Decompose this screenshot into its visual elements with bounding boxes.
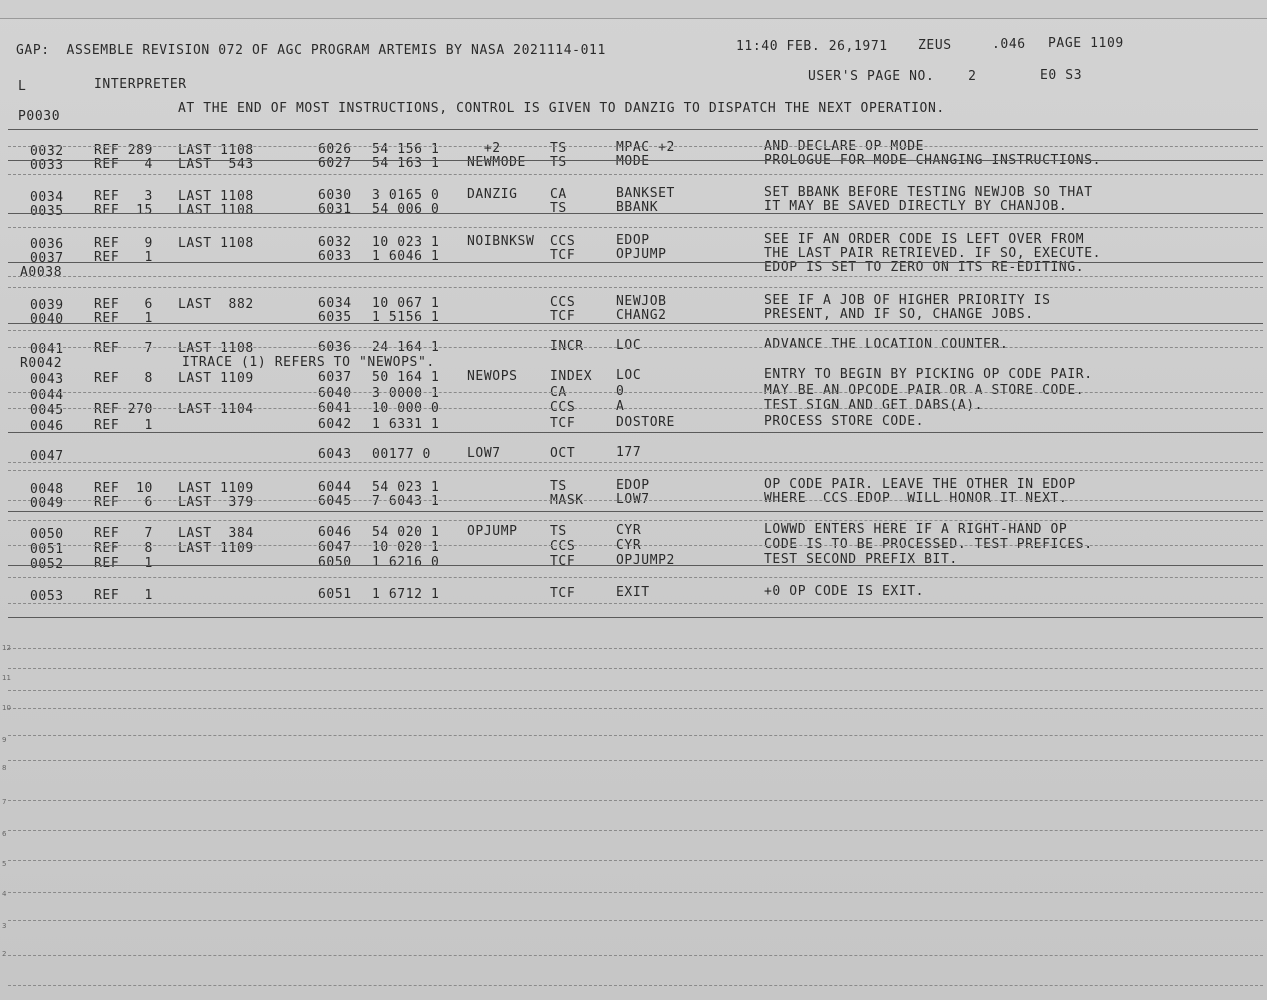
- row-opcode: OCT: [550, 446, 576, 461]
- solid-rule: [8, 565, 1263, 566]
- row-line-number: R0042: [20, 356, 63, 371]
- row-operand: 177: [616, 445, 642, 460]
- row-operand: LOW7: [616, 492, 650, 507]
- row-comment: PROLOGUE FOR MODE-CHANGING INSTRUCTIONS.: [764, 153, 1102, 168]
- row-comment: OP CODE PAIR. LEAVE THE OTHER IN EDOP: [764, 477, 1076, 492]
- dashed-rule: [8, 227, 1263, 228]
- row-operand: EXIT: [616, 585, 650, 600]
- dashed-rule: [8, 708, 1263, 709]
- row-last: LAST 1104: [178, 402, 254, 417]
- dashed-rule: [8, 955, 1263, 956]
- row-code: 1 6712 1: [372, 587, 440, 602]
- row-code: 1 6216 0: [372, 555, 440, 570]
- row-line-number: 0049: [30, 496, 64, 511]
- row-operand: LOC: [616, 368, 642, 383]
- row-ref: REF 10: [94, 481, 153, 496]
- dashed-rule: [8, 470, 1263, 471]
- row-code: 10 067 1: [372, 296, 440, 311]
- row-operand: LOC: [616, 338, 642, 353]
- row-address: 6033: [318, 249, 352, 264]
- dashed-rule: [8, 462, 1263, 463]
- row-last: LAST 882: [178, 297, 254, 312]
- row-ref: REF 1: [94, 311, 153, 326]
- header-left-tag: L: [18, 79, 27, 94]
- row-ref: REF 4: [94, 157, 153, 172]
- row-last: LAST 1109: [178, 541, 254, 556]
- dashed-rule: [8, 760, 1263, 761]
- row-code: 54 156 1: [372, 142, 440, 157]
- row-code: 10 020 1: [372, 540, 440, 555]
- row-operand: MPAC +2: [616, 140, 675, 155]
- row-line-number: A0038: [20, 265, 63, 280]
- row-last: LAST 543: [178, 157, 254, 172]
- dashed-rule: [8, 408, 1263, 409]
- row-address: 6044: [318, 480, 352, 495]
- row-label: LOW7: [467, 446, 501, 461]
- row-comment: IT MAY BE SAVED DIRECTLY BY CHANJOB.: [764, 199, 1068, 214]
- intro-text: AT THE END OF MOST INSTRUCTIONS, CONTROL IS GIVEN TO DANZIG TO DISPATCH THE NEXT OPERATION.: [178, 101, 945, 116]
- row-operand: EDOP: [616, 233, 650, 248]
- dashed-rule: [8, 392, 1263, 393]
- row-last: ITRACE (1) REFERS TO "NEWOPS".: [182, 355, 435, 370]
- row-opcode: INDEX: [550, 369, 593, 384]
- row-ref: REF 1: [94, 250, 153, 265]
- dashed-rule: [8, 500, 1263, 501]
- row-opcode: TS: [550, 141, 567, 156]
- row-comment: CODE IS TO BE PROCESSED. TEST PREFICES.: [764, 537, 1093, 552]
- row-comment: TEST SECOND PREFIX BIT.: [764, 552, 958, 567]
- dashed-rule: [8, 287, 1263, 288]
- row-address: 6051: [318, 587, 352, 602]
- dashed-rule: [8, 985, 1263, 986]
- row-ref: REF 9: [94, 236, 153, 251]
- row-opcode: TS: [550, 524, 567, 539]
- row-code: 00177 0: [372, 447, 431, 462]
- row-address: 6030: [318, 188, 352, 203]
- row-operand: OPJUMP2: [616, 553, 675, 568]
- row-operand: CYR: [616, 523, 642, 538]
- dashed-rule: [8, 545, 1263, 546]
- row-operand: MODE: [616, 154, 650, 169]
- row-comment: SEE IF A JOB OF HIGHER PRIORITY IS: [764, 293, 1051, 308]
- row-line-number: 0044: [30, 388, 64, 403]
- row-last: LAST 1108: [178, 236, 254, 251]
- margin-tick-label: 9: [2, 736, 7, 744]
- margin-tick-label: 11: [2, 674, 11, 682]
- row-opcode: TCF: [550, 554, 576, 569]
- row-label: NEWMODE: [467, 155, 526, 170]
- row-opcode: TS: [550, 201, 567, 216]
- row-operand: BBANK: [616, 200, 659, 215]
- row-address: 6035: [318, 310, 352, 325]
- row-address: 6043: [318, 447, 352, 462]
- row-comment: ADVANCE THE LOCATION COUNTER.: [764, 337, 1009, 352]
- header-job: .046: [992, 37, 1026, 52]
- row-ref: REF 1: [94, 556, 153, 571]
- row-line-number: 0048: [30, 482, 64, 497]
- row-comment: WHERE CCS EDOP WILL HONOR IT NEXT.: [764, 491, 1068, 506]
- margin-tick-label: 6: [2, 830, 7, 838]
- row-comment: PROCESS STORE CODE.: [764, 414, 925, 429]
- solid-rule: [8, 262, 1263, 263]
- row-code: 10 023 1: [372, 235, 440, 250]
- row-last: LAST 384: [178, 526, 254, 541]
- row-code: 54 023 1: [372, 480, 440, 495]
- row-line-number: 0045: [30, 403, 64, 418]
- row-code: 3 0165 0: [372, 188, 440, 203]
- solid-rule: [8, 511, 1263, 512]
- row-line-number: 0033: [30, 158, 64, 173]
- row-ref: REF 8: [94, 371, 153, 386]
- solid-rule: [8, 160, 1263, 161]
- row-address: 6042: [318, 417, 352, 432]
- row-code: 1 6331 1: [372, 417, 440, 432]
- row-comment: SEE IF AN ORDER CODE IS LEFT OVER FROM: [764, 232, 1085, 247]
- solid-rule: [8, 617, 1263, 618]
- dashed-rule: [8, 146, 1263, 147]
- row-address: 6026: [318, 142, 352, 157]
- row-address: 6046: [318, 525, 352, 540]
- row-address: 6031: [318, 202, 352, 217]
- row-line-number: 0032: [30, 144, 64, 159]
- margin-tick-label: 10: [2, 704, 11, 712]
- row-code: 7 6043 1: [372, 494, 440, 509]
- dashed-rule: [8, 830, 1263, 831]
- row-code: 54 163 1: [372, 156, 440, 171]
- row-last: LAST 1108: [178, 189, 254, 204]
- row-line-number: 0053: [30, 589, 64, 604]
- row-operand: 0: [616, 384, 625, 399]
- row-ref: REF 289: [94, 143, 153, 158]
- row-opcode: TS: [550, 479, 567, 494]
- header-timestamp: 11:40 FEB. 26,1971: [736, 39, 888, 54]
- row-line-number: 0052: [30, 557, 64, 572]
- dashed-rule: [8, 603, 1263, 604]
- dashed-rule: [8, 330, 1263, 331]
- row-ref: REF 6: [94, 495, 153, 510]
- margin-tick-label: 4: [2, 890, 7, 898]
- row-line-number: 0043: [30, 372, 64, 387]
- margin-tick-label: 5: [2, 860, 7, 868]
- row-operand: DOSTORE: [616, 415, 675, 430]
- row-last: LAST 379: [178, 495, 254, 510]
- header-system: ZEUS: [918, 38, 952, 53]
- row-ref: REF 8: [94, 541, 153, 556]
- row-label: +2: [467, 141, 501, 156]
- row-address: 6032: [318, 235, 352, 250]
- row-address: 6050: [318, 555, 352, 570]
- solid-rule: [8, 432, 1263, 433]
- row-comment: MAY BE AN OPCODE PAIR OR A STORE CODE.: [764, 383, 1085, 398]
- row-ref: REF 7: [94, 341, 153, 356]
- row-ref: REF 1: [94, 588, 153, 603]
- dashed-rule: [8, 577, 1263, 578]
- row-opcode: CCS: [550, 234, 576, 249]
- row-ref: REF 6: [94, 297, 153, 312]
- row-line-number: 0037: [30, 251, 64, 266]
- dashed-rule: [8, 276, 1263, 277]
- row-line-number: 0050: [30, 527, 64, 542]
- paper-top-edge: [0, 0, 1267, 19]
- row-line-number: 0036: [30, 237, 64, 252]
- row-line-number: 0047: [30, 449, 64, 464]
- row-code: 54 020 1: [372, 525, 440, 540]
- dashed-rule: [8, 668, 1263, 669]
- solid-rule: [8, 213, 1263, 214]
- divider-rule: [8, 129, 1258, 130]
- row-line-number: 0040: [30, 312, 64, 327]
- row-comment: PRESENT, AND IF SO, CHANGE JOBS.: [764, 307, 1034, 322]
- row-last: LAST 1108: [178, 203, 254, 218]
- row-address: 6036: [318, 340, 352, 355]
- row-line-number: 0051: [30, 542, 64, 557]
- row-code: 1 5156 1: [372, 310, 440, 325]
- row-address: 6027: [318, 156, 352, 171]
- intro-line-number: P0030: [18, 109, 61, 124]
- row-opcode: TCF: [550, 416, 576, 431]
- row-code: 50 164 1: [372, 370, 440, 385]
- row-address: 6047: [318, 540, 352, 555]
- row-ref: REF 270: [94, 402, 153, 417]
- row-ref: REF 15: [94, 203, 153, 218]
- row-line-number: 0034: [30, 190, 64, 205]
- row-label: NEWOPS: [467, 369, 518, 384]
- header-page: PAGE 1109: [1048, 36, 1124, 51]
- row-code: 24 164 1: [372, 340, 440, 355]
- row-ref: REF 3: [94, 189, 153, 204]
- row-code: 3 0000 1: [372, 386, 440, 401]
- row-comment: LOWWD ENTERS HERE IF A RIGHT-HAND OP: [764, 522, 1068, 537]
- row-ref: REF 7: [94, 526, 153, 541]
- row-opcode: CCS: [550, 400, 576, 415]
- section-name: INTERPRETER: [94, 77, 187, 92]
- side-code: E0 S3: [1040, 68, 1083, 83]
- row-operand: EDOP: [616, 478, 650, 493]
- row-opcode: MASK: [550, 493, 584, 508]
- dashed-rule: [8, 860, 1263, 861]
- margin-tick-label: 12: [2, 644, 11, 652]
- row-operand: CHANG2: [616, 308, 667, 323]
- row-last: LAST 1109: [178, 371, 254, 386]
- row-comment: ENTRY TO BEGIN BY PICKING OP CODE PAIR.: [764, 367, 1093, 382]
- row-comment: SET BBANK BEFORE TESTING NEWJOB SO THAT: [764, 185, 1093, 200]
- row-operand: A: [616, 399, 625, 414]
- dashed-rule: [8, 520, 1263, 521]
- row-opcode: TS: [550, 155, 567, 170]
- row-opcode: TCF: [550, 586, 576, 601]
- row-comment: AND DECLARE OP MODE: [764, 139, 925, 154]
- row-code: 10 000 0: [372, 401, 440, 416]
- row-line-number: 0046: [30, 419, 64, 434]
- row-address: 6041: [318, 401, 352, 416]
- row-comment: THE LAST PAIR RETRIEVED. IF SO, EXECUTE.: [764, 246, 1102, 261]
- row-line-number: 0035: [30, 204, 64, 219]
- users-page-number: USER'S PAGE NO. 2: [808, 69, 977, 84]
- row-opcode: CCS: [550, 295, 576, 310]
- row-address: 6040: [318, 386, 352, 401]
- header-title: GAP: ASSEMBLE REVISION 072 OF AGC PROGRAM ARTEMIS BY NASA 2021114-011: [16, 43, 606, 58]
- row-opcode: CA: [550, 385, 567, 400]
- dashed-rule: [8, 174, 1263, 175]
- row-code: 1 6046 1: [372, 249, 440, 264]
- row-last: LAST 1108: [178, 143, 254, 158]
- row-operand: CYR: [616, 538, 642, 553]
- margin-tick-label: 7: [2, 798, 7, 806]
- row-operand: OPJUMP: [616, 247, 667, 262]
- row-operand: NEWJOB: [616, 294, 667, 309]
- dashed-rule: [8, 735, 1263, 736]
- row-comment: TEST SIGN AND GET DABS(A).: [764, 398, 984, 413]
- row-opcode: TCF: [550, 309, 576, 324]
- margin-tick-label: 3: [2, 922, 7, 930]
- row-last: LAST 1109: [178, 481, 254, 496]
- row-address: 6045: [318, 494, 352, 509]
- row-code: 54 006 0: [372, 202, 440, 217]
- row-opcode: CA: [550, 187, 567, 202]
- row-address: 6034: [318, 296, 352, 311]
- row-opcode: TCF: [550, 248, 576, 263]
- row-opcode: INCR: [550, 339, 584, 354]
- row-operand: BANKSET: [616, 186, 675, 201]
- solid-rule: [8, 323, 1263, 324]
- row-label: DANZIG: [467, 187, 518, 202]
- dashed-rule: [8, 347, 1263, 348]
- margin-tick-label: 2: [2, 950, 7, 958]
- dashed-rule: [8, 800, 1263, 801]
- row-address: 6037: [318, 370, 352, 385]
- row-line-number: 0039: [30, 298, 64, 313]
- row-comment: +0 OP CODE IS EXIT.: [764, 584, 925, 599]
- dashed-rule: [8, 920, 1263, 921]
- margin-tick-label: 8: [2, 764, 7, 772]
- row-ref: REF 1: [94, 418, 153, 433]
- dashed-rule: [8, 690, 1263, 691]
- dashed-rule: [8, 648, 1263, 649]
- row-line-number: 0041: [30, 342, 64, 357]
- row-label: NOIBNKSW: [467, 234, 535, 249]
- dashed-rule: [8, 892, 1263, 893]
- row-opcode: CCS: [550, 539, 576, 554]
- row-comment: EDOP IS SET TO ZERO ON ITS RE-EDITING.: [764, 260, 1085, 275]
- row-last: LAST 1108: [178, 341, 254, 356]
- row-label: OPJUMP: [467, 524, 518, 539]
